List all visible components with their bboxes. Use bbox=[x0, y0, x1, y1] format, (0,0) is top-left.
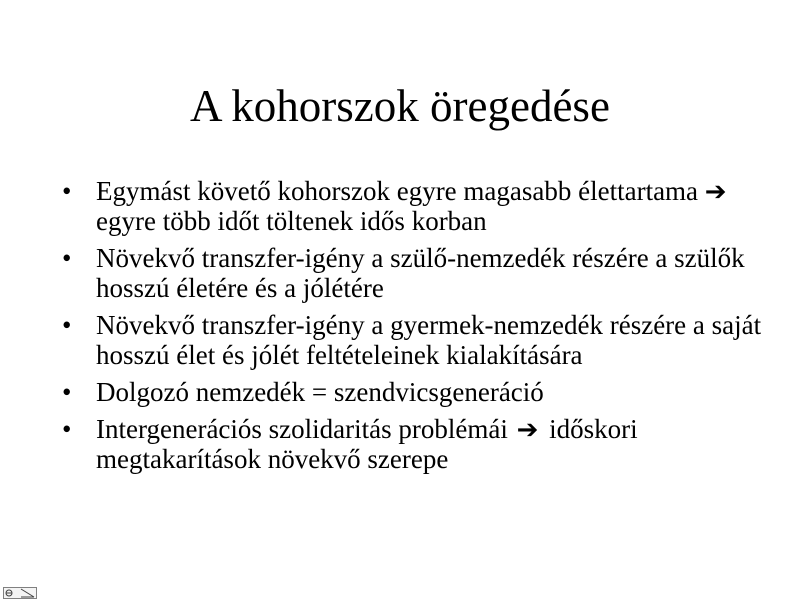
bullet-marker: • bbox=[62, 377, 72, 407]
arrow-right-icon: ➔ bbox=[704, 177, 727, 207]
bullet-text: Növekvő transzfer-igény a gyermek-nemzedék részére a saját hosszú élet és jólét feltételeinek kialakítására bbox=[96, 310, 762, 370]
bullet-marker: • bbox=[62, 176, 72, 206]
bullet-text: Növekvő transzfer-igény a szülő-nemzedék részére a szülők hosszú életére és a jólétére bbox=[96, 243, 745, 303]
bullet-text-part: Egymást követő kohorszok egyre magasabb élettartama bbox=[96, 176, 705, 206]
bullet-item bbox=[62, 243, 762, 303]
bullet-text: Dolgozó nemzedék = szendvicsgeneráció bbox=[96, 377, 544, 407]
bullet-item bbox=[62, 377, 762, 407]
bullet-item bbox=[62, 176, 762, 236]
bullet-list bbox=[62, 176, 762, 481]
bullet-marker: • bbox=[62, 414, 72, 444]
bullet-marker: • bbox=[62, 310, 72, 340]
bullet-item bbox=[62, 310, 762, 370]
bullet-item bbox=[62, 414, 762, 474]
slide-title: A kohorszok öregedése bbox=[190, 81, 610, 131]
bullet-text-part: időskori megtakarítások növekvő szerepe bbox=[96, 414, 638, 474]
slide-navigation-icon-graphic bbox=[4, 588, 36, 598]
bullet-marker: • bbox=[62, 243, 72, 273]
bullet-text bbox=[96, 414, 762, 474]
slide-navigation-icon[interactable] bbox=[3, 587, 37, 599]
bullet-text bbox=[96, 176, 762, 236]
bullet-text-part: egyre több időt töltenek idős korban bbox=[96, 206, 487, 236]
arrow-right-icon: ➔ bbox=[516, 415, 539, 445]
bullet-text-part: Intergenerációs szolidaritás problémái bbox=[96, 414, 515, 444]
